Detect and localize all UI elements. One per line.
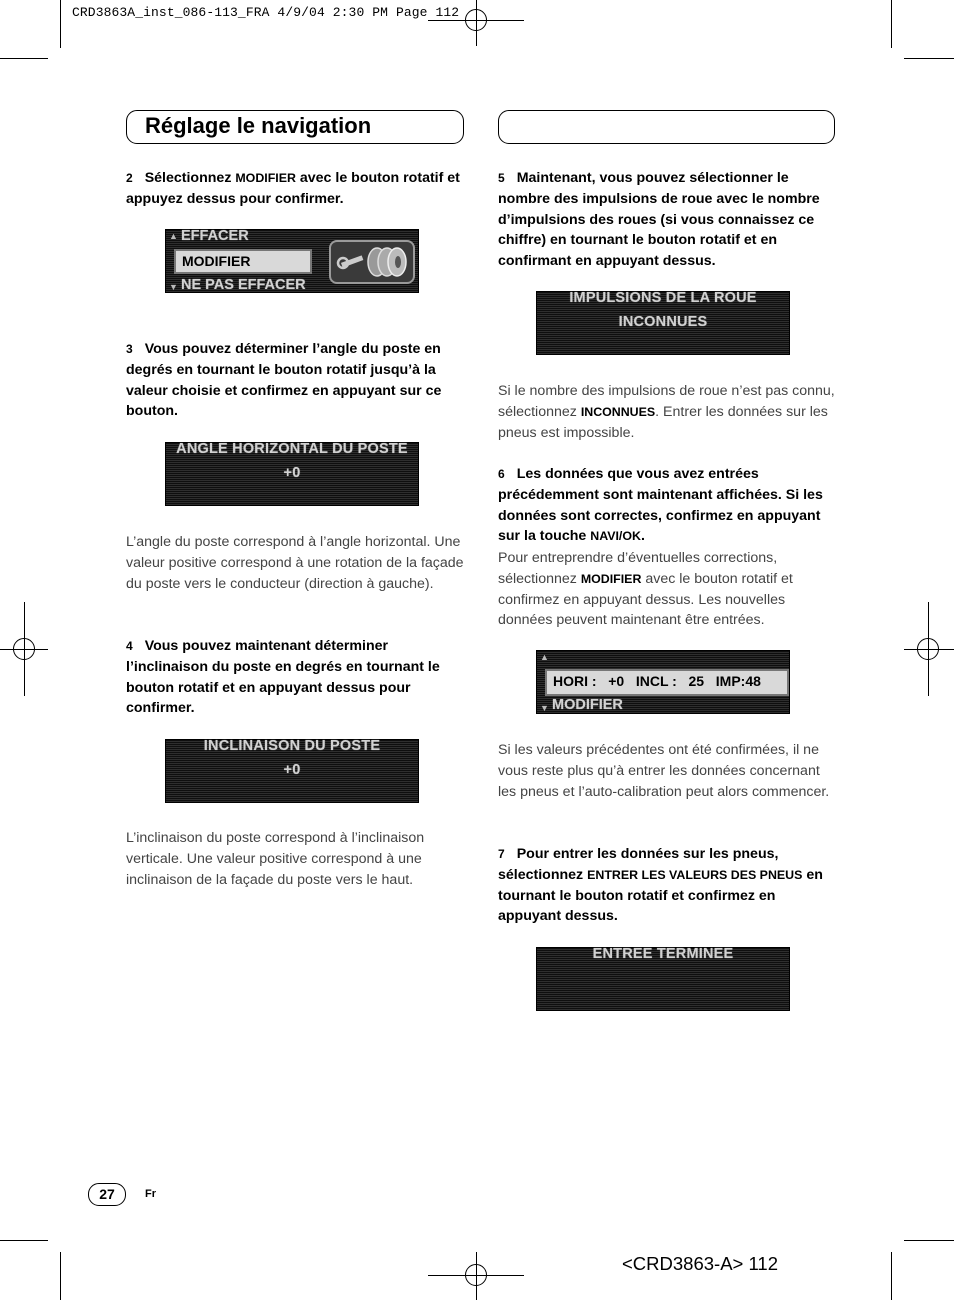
lcd-option-top: EFFACER [181,228,249,244]
lcd-display-edit-menu [165,229,419,293]
crop-mark [0,58,48,59]
up-arrow-icon: ▲ [540,652,549,662]
lcd-display-entry-done [536,947,790,1011]
lcd-display-horizontal-angle [165,442,419,506]
paragraph-inclination: L’inclinaison du poste correspond à l’inclinaison verticale. Une valeur positive correspond à une inclinaison de la façade du poste vers le haut. [126,830,425,888]
step-2: 2 Sélectionnez MODIFIER avec le bouton rotatif et appuyez dessus pour confirmer. [126,170,460,207]
lcd-line-2: +0 [283,762,301,778]
paragraph-horizontal-angle: L’angle du poste correspond à l’angle horizontal. Une valeur positive correspond à une rotation de la façade du poste vers le conducteur (direction à gauche). [126,534,464,592]
lcd-display-inclination [165,739,419,803]
crop-mark [891,1252,892,1300]
section-title-box [126,110,464,144]
language-code: Fr [145,1188,156,1200]
paragraph-confirmed: Si les valeurs précédentes ont été confirmées, il ne vous reste plus qu’à entrer les données concernant les pneus et l’auto-calibration peut alors commencer. [498,742,830,800]
crop-mark [0,1240,48,1241]
lcd-line-1: IMPULSIONS DE LA ROUE [569,290,757,306]
up-arrow-icon: ▲ [169,231,178,241]
empty-title-box [498,110,835,144]
step-4: 4 Vous pouvez maintenant déterminer l’inclinaison du poste en degrés en tournant le bouton rotatif et en appuyant dessus pour confirmer. [126,638,440,717]
lcd-summary-row: HORI : +0 INCL : 25 IMP:48 [545,669,789,696]
page-number: 27 [88,1183,126,1206]
lcd-display-summary [536,650,790,714]
paragraph-corrections: Pour entreprendre d’éventuelles corrections, sélectionnez MODIFIER avec le bouton rotatif et confirmez en appuyant dessus. Les nouvelles données peuvent maintenant être entrées. [498,550,793,629]
crop-mark [891,0,892,48]
print-header: CRD3863A_inst_086-113_FRA 4/9/04 2:30 PM Page 112 [72,5,460,20]
step-6: 6 Les données que vous avez entrées précédemment sont maintenant affichées. Si les données sont correctes, confirmez en appuyant sur la touche NAVI/OK. [498,466,823,545]
crop-mark [60,0,61,48]
lcd-option-bottom: MODIFIER [552,697,623,713]
down-arrow-icon: ▼ [169,282,178,292]
down-arrow-icon: ▼ [540,703,549,713]
lcd-line-1: ENTREE TERMINEE [592,946,734,962]
lcd-selected-option: MODIFIER [174,249,312,274]
lcd-line-2: INCONNUES [618,314,708,330]
section-title: Réglage le navigation [145,113,372,138]
crop-mark [60,1252,61,1300]
document-code: <CRD3863-A> 112 [622,1253,778,1274]
lcd-line-1: ANGLE HORIZONTAL DU POSTE [176,441,408,457]
lcd-option-bottom: NE PAS EFFACER [181,277,306,293]
step-3: 3 Vous pouvez déterminer l’angle du poste en degrés en tournant le bouton rotatif jusqu’à la valeur choisie et confirmez en appuyant sur ce bouton. [126,341,442,420]
step-5: 5 Maintenant, vous pouvez sélectionner le nombre des impulsions de roue avec le nombre d’impulsions des roues (si vous connaissez ce chiffre) en tournant le bouton rotatif et en confirmant en appuyant dessus. [498,170,820,270]
crop-mark [904,58,954,59]
crop-mark [904,1240,954,1241]
lcd-display-wheel-pulses [536,291,790,355]
lcd-line-1: INCLINAISON DU POSTE [203,738,381,754]
tire-wrench-icon [329,240,415,284]
step-7: 7 Pour entrer les données sur les pneus, sélectionnez ENTRER LES VALEURS DES PNEUS en tournant le bouton rotatif et confirmez en appuyant dessus. [498,846,823,925]
paragraph-unknown-pulses: Si le nombre des impulsions de roue n’est pas connu, sélectionnez INCONNUES. Entrer les données sur les pneus est impossible. [498,383,835,441]
lcd-line-2: +0 [283,465,301,481]
